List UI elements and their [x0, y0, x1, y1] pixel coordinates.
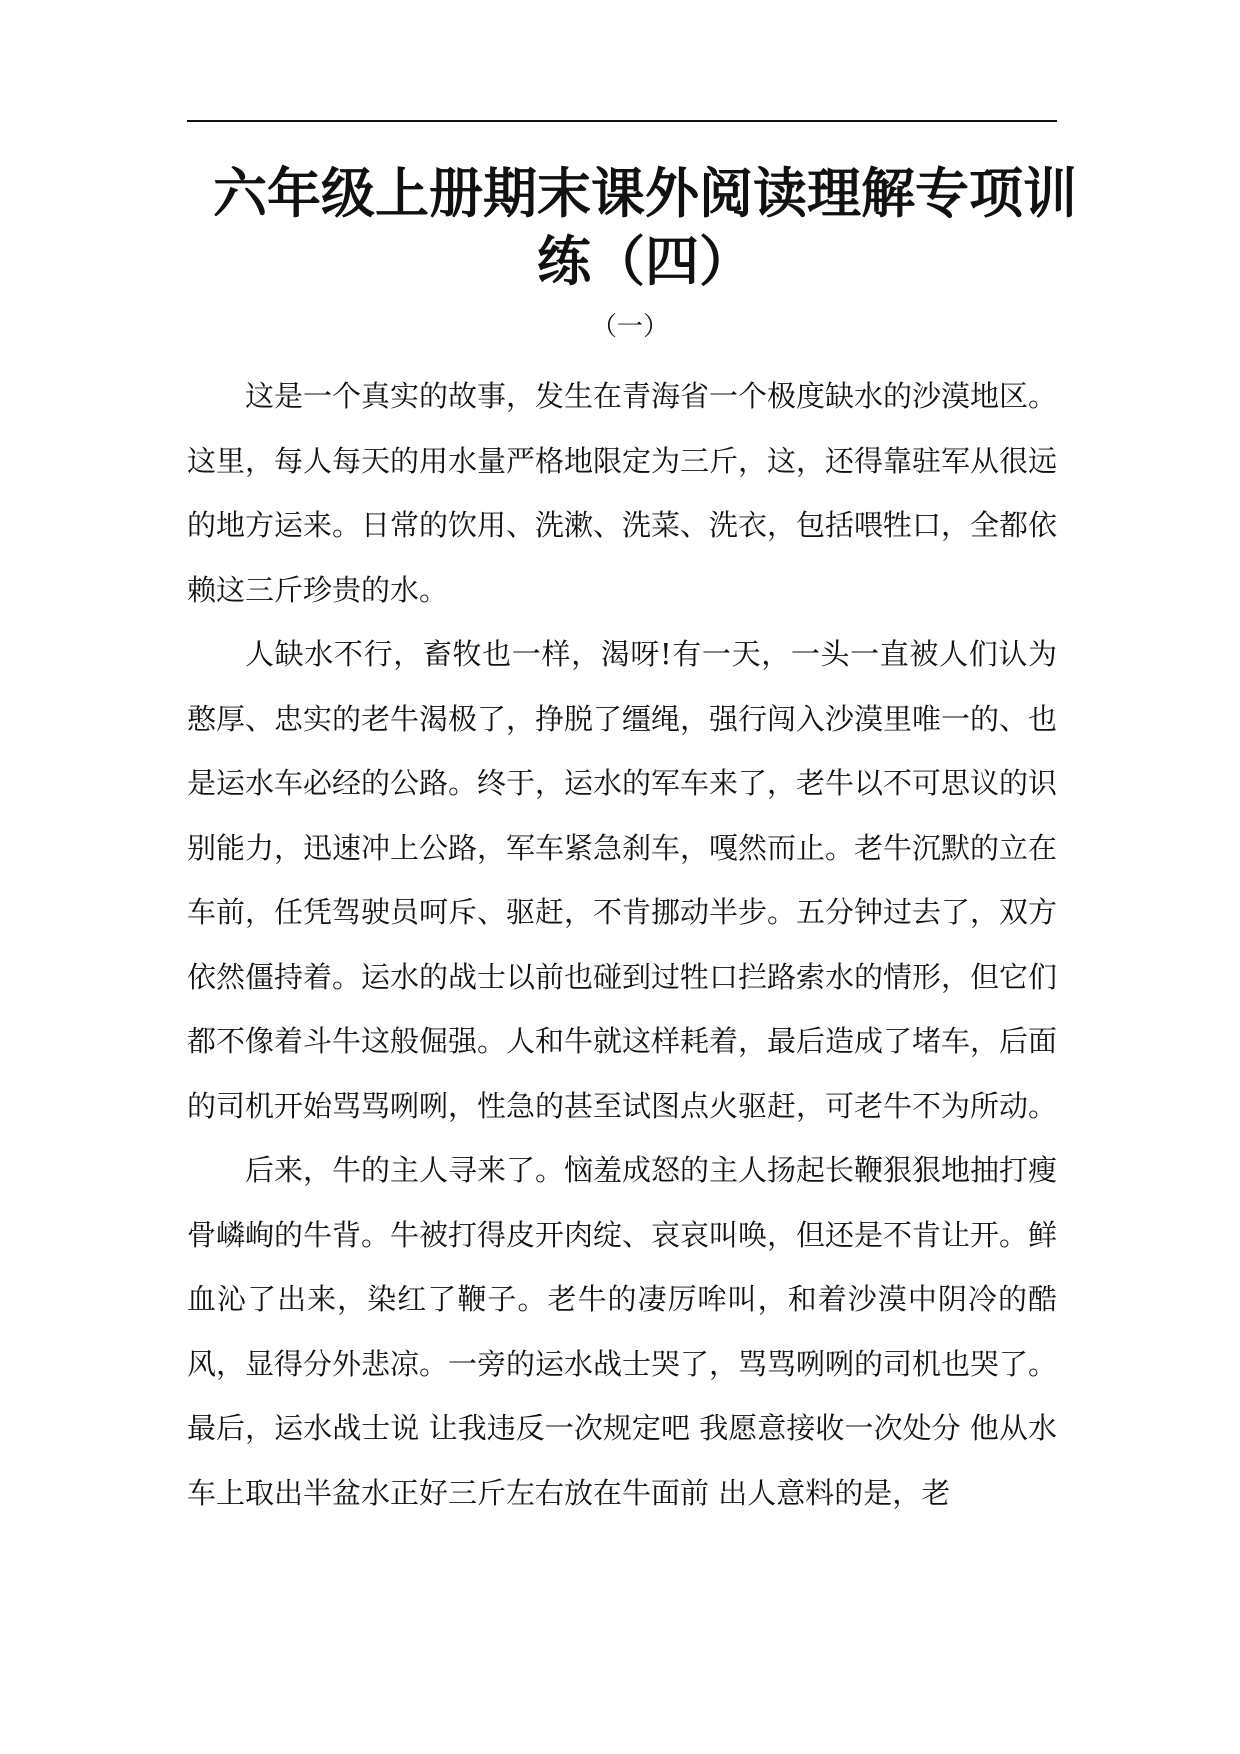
paragraph-3: 后来，牛的主人寻来了。恼羞成怒的主人扬起长鞭狠狠地抽打瘦骨嶙峋的牛背。牛被打得皮开肉绽、哀哀叫唤，但还是不肯让开。鲜血沁了出来，染红了鞭子。老牛的凄厉哞叫，和着沙漠中阴冷的酷风，显得分外悲凉。一旁的运水战士哭了，骂骂咧咧的司机也哭了。最后，运水战士说 让我违反一次规定吧 我愿意接收一次处分 他从水车上取出半盆水正好三斤左右放在牛面前 出人意料的是，老 [187, 1153, 1058, 1510]
document-title: 六年级上册期末课外阅读理解专项训练（四） [213, 162, 1077, 293]
paragraph-1: 这是一个真实的故事，发生在青海省一个极度缺水的沙漠地区。这里，每人每天的用水量严格地限定为三斤，这，还得靠驻军从很远的地方运来。日常的饮用、洗漱、洗菜、洗衣，包括喂牲口，全都依赖这三斤珍贵的水。 [187, 379, 1058, 607]
header-rule [187, 120, 1057, 122]
passage-body [187, 364, 1057, 1525]
paragraph-2: 人缺水不行，畜牧也一样，渴呀!有一天，一头一直被人们认为憨厚、忠实的老牛渴极了，挣脱了缰绳，强行闯入沙漠里唯一的、也是运水车必经的公路。终于，运水的军车来了，老牛以不可思议的识别能力，迅速冲上公路，军车紧急刹车，嘎然而止。老牛沉默的立在车前，任凭驾驶员呵斥、驱赶，不肯挪动半步。五分钟过去了，双方依然僵持着。运水的战士以前也碰到过牲口拦路索水的情形，但它们都不像着斗牛这般倔强。人和牛就这样耗着，最后造成了堵车，后面的司机开始骂骂咧咧，性急的甚至试图点火驱赶，可老牛不为所动。 [187, 637, 1058, 1123]
section-number: （一） [590, 312, 669, 342]
